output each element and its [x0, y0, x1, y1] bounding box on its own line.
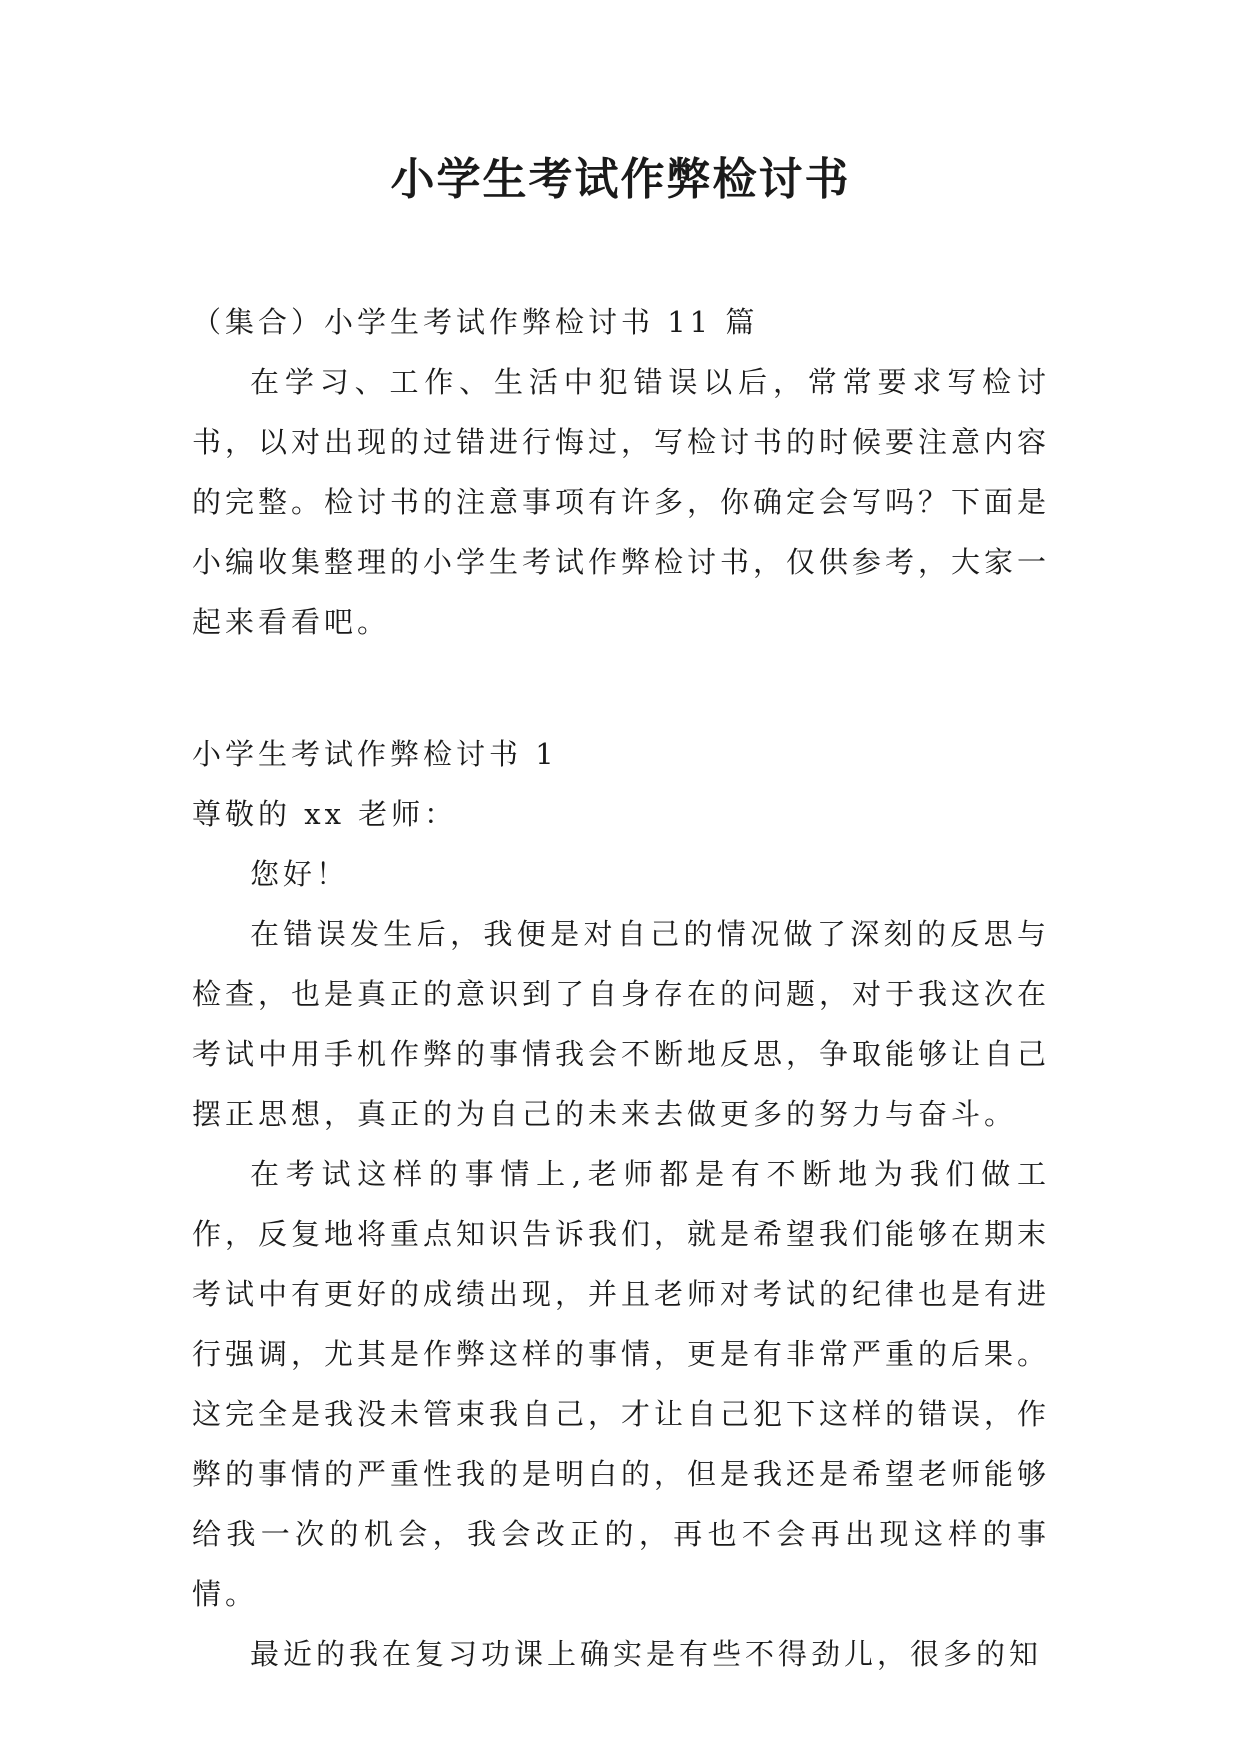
- body-paragraph: 最近的我在复习功课上确实是有些不得劲儿，很多的知: [250, 1637, 1043, 1671]
- document-title: 小学生考试作弊检讨书: [390, 154, 851, 205]
- greeting: 您好！: [250, 857, 350, 891]
- document-body: [192, 292, 1050, 1684]
- section-heading: 小学生考试作弊检讨书 1: [192, 737, 558, 771]
- intro-paragraph: 在学习、工作、生活中犯错误以后，常常要求写检讨书，以对出现的过错进行悔过，写检讨书的时候要注意内容的完整。检讨书的注意事项有许多，你确定会写吗？下面是小编收集整理的小学生考试作弊检讨书，仅供参考，大家一起来看看吧。: [192, 365, 1051, 639]
- section-spacer: [192, 652, 1050, 724]
- salutation: 尊敬的 xx 老师：: [192, 797, 458, 831]
- body-paragraph: 在考试这样的事情上,老师都是有不断地为我们做工作，反复地将重点知识告诉我们，就是希望我们能够在期末考试中有更好的成绩出现，并且老师对考试的纪律也是有进行强调，尤其是作弊这样的事情，更是有非常严重的后果。这完全是我没未管束我自己，才让自己犯下这样的错误，作弊的事情的严重性我的是明白的，但是我还是希望老师能够给我一次的机会，我会改正的，再也不会再出现这样的事情。: [192, 1157, 1051, 1611]
- body-paragraph: 在错误发生后，我便是对自己的情况做了深刻的反思与检查，也是真正的意识到了自身存在的问题，对于我这次在考试中用手机作弊的事情我会不断地反思，争取能够让自己摆正思想，真正的为自己的未来去做更多的努力与奋斗。: [192, 917, 1051, 1131]
- document-subtitle: （集合）小学生考试作弊检讨书 11 篇: [192, 305, 759, 339]
